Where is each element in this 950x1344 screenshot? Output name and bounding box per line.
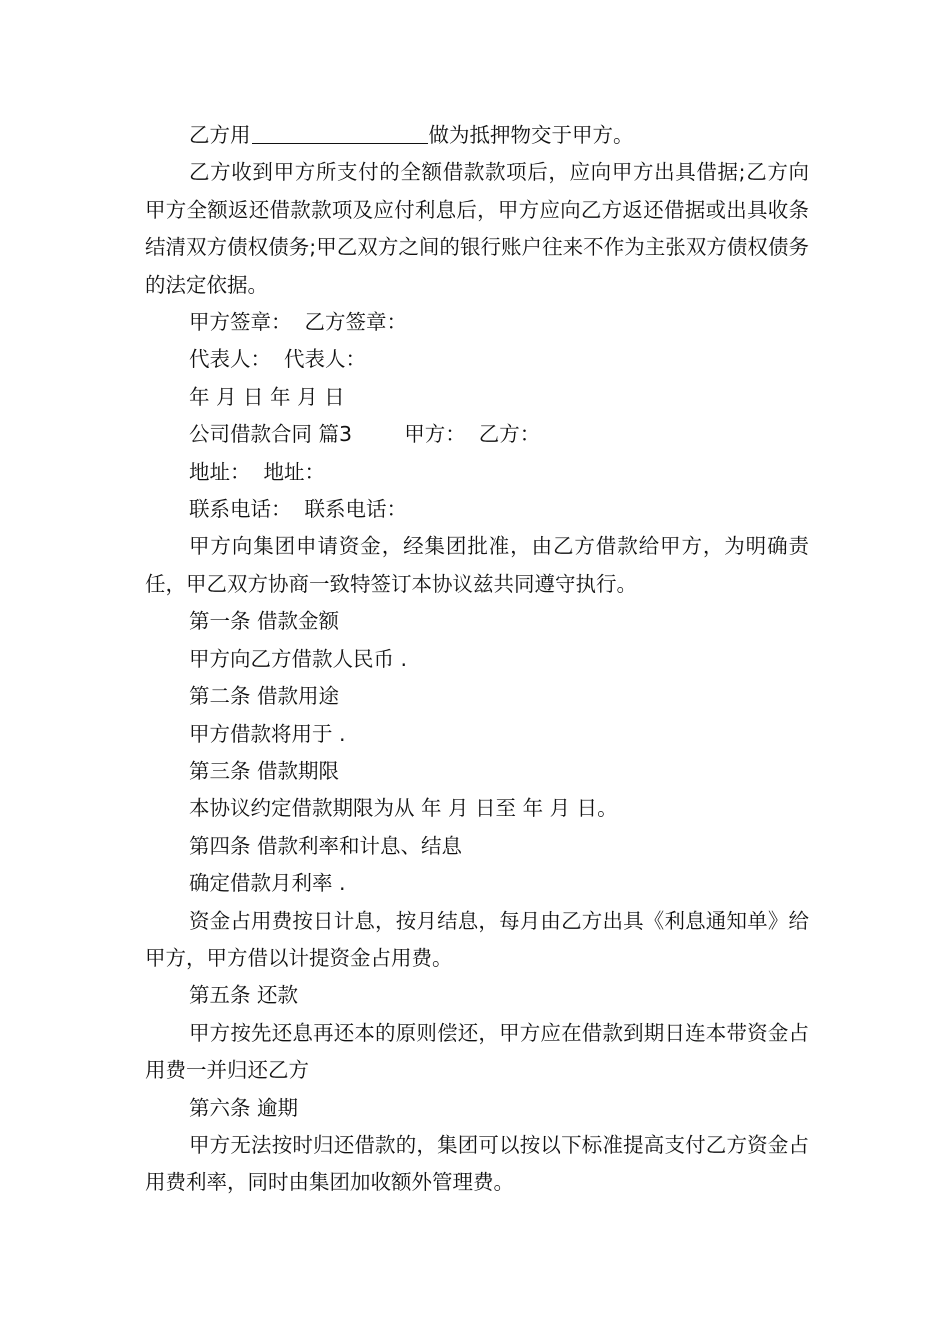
article-1-heading: 第一条 借款金额	[189, 609, 340, 634]
preamble-paragraph: 甲方向集团申请资金，经集团批准，由乙方借款给甲方，为明确责任，甲乙双方协商一致特签订本协议兹共同遵守执行。	[145, 534, 809, 596]
article-1-body: 甲方向乙方借款人民币 .	[189, 646, 408, 671]
collateral-blank-line	[252, 123, 428, 144]
contract-heading: 公司借款合同 篇3 甲方： 乙方：	[189, 422, 541, 447]
article-3-heading: 第三条 借款期限	[189, 758, 340, 783]
article-4-heading: 第四条 借款利率和计息、结息	[189, 833, 463, 858]
document-body	[145, 117, 809, 1202]
article-5-body: 甲方按先还息再还本的原则偿还，甲方应在借款到期日连本带资金占用费一并归还乙方	[145, 1020, 809, 1083]
phone-line: 联系电话： 联系电话：	[189, 497, 408, 522]
article-6-heading: 第六条 逾期	[189, 1095, 299, 1120]
receipt-clause: 乙方收到甲方所支付的全额借款款项后，应向甲方出具借据;乙方向甲方全额返还借款款项及应付利息后，甲方应向乙方返还借据或出具收条结清双方债权债务;甲乙双方之间的银行账户往来不作为主张双方债权债务的法定依据。	[145, 160, 809, 297]
article-6-body: 甲方无法按时归还借款的，集团可以按以下标准提高支付乙方资金占用费利率，同时由集团加收额外管理费。	[145, 1132, 809, 1195]
collateral-clause-prefix: 乙方用	[189, 123, 251, 147]
article-3-body: 本协议约定借款期限为从 年 月 日至 年 月 日。	[189, 796, 618, 821]
collateral-clause	[145, 117, 809, 154]
article-5-heading: 第五条 还款	[189, 983, 299, 1008]
date-line: 年 月 日 年 月 日	[189, 384, 345, 409]
collateral-clause-suffix: 做为抵押物交于甲方。	[428, 123, 634, 147]
representative-line: 代表人： 代表人：	[189, 347, 367, 372]
article-2-heading: 第二条 借款用途	[189, 684, 340, 709]
article-2-body: 甲方借款将用于 .	[189, 721, 346, 746]
signature-line: 甲方签章： 乙方签章：	[189, 310, 408, 335]
address-line: 地址： 地址：	[189, 459, 326, 484]
article-4-body-interest: 资金占用费按日计息，按月结息，每月由乙方出具《利息通知单》给甲方，甲方借以计提资金占用费。	[145, 908, 809, 970]
article-4-body-rate: 确定借款月利率 .	[189, 871, 346, 896]
